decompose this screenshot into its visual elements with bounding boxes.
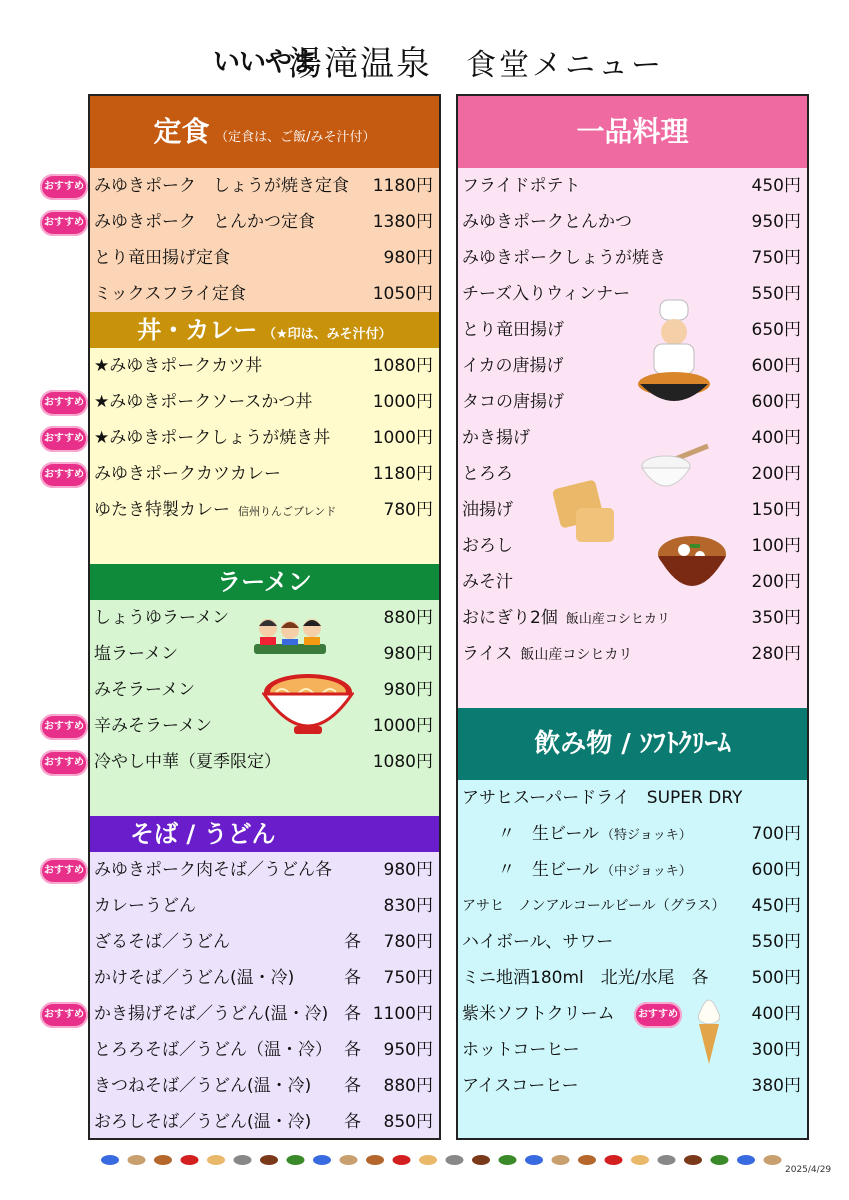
food-icon [525, 1155, 543, 1165]
item-name [462, 636, 632, 673]
item-name [462, 600, 670, 638]
item-name: アサヒスーパードライ SUPER DRY [462, 788, 743, 808]
item-price: 600円 [751, 356, 801, 376]
menu-row [458, 492, 807, 528]
item-price: 100円 [751, 536, 801, 556]
item-name: アサヒ ノンアルコールビール（グラス） [462, 898, 726, 914]
menu-row [90, 996, 439, 1032]
item-name: おろしそば／うどん(温・冷) [94, 1112, 312, 1132]
section-don-header [90, 312, 439, 348]
recommended-badge: おすすめ [40, 390, 88, 416]
chef-illustration [636, 298, 716, 410]
section-drinks [458, 708, 807, 1140]
food-icon [101, 1155, 119, 1165]
food-icon [658, 1155, 676, 1165]
item-price: 500円 [751, 968, 801, 988]
food-icon [313, 1155, 331, 1165]
item-name: とろろ [462, 464, 513, 484]
item-name [498, 852, 692, 890]
aburaage-illustration [550, 480, 620, 550]
menu-row [458, 456, 807, 492]
item-each: 各 [344, 1040, 361, 1060]
recommended-badge: おすすめ [40, 1002, 88, 1028]
item-name: かき揚げそば／うどん(温・冷) [94, 1004, 329, 1024]
item-name: ミックスフライ定食 [94, 284, 246, 304]
miso-soup-illustration [656, 532, 728, 602]
menu-row [90, 456, 439, 492]
item-note: 信州りんごブレンド [238, 505, 337, 518]
menu-row [90, 1068, 439, 1104]
recommended-badge: おすすめ [40, 858, 88, 884]
item-name: 油揚げ [462, 500, 513, 520]
item-name: ★みゆきポークカツ丼 [94, 356, 263, 376]
item-price: 830円 [383, 896, 433, 916]
food-icon [419, 1155, 437, 1165]
brand-name: 湯滝温泉 [288, 44, 432, 84]
item-price: 200円 [751, 464, 801, 484]
item-price: 380円 [751, 1076, 801, 1096]
item-price: 980円 [383, 860, 433, 880]
section-ramen-header [90, 564, 439, 600]
item-name: みそ汁 [462, 572, 513, 592]
item-name: みゆきポークとんかつ [462, 212, 632, 232]
menu-row [458, 312, 807, 348]
menu-row [90, 888, 439, 924]
menu-row [458, 1032, 807, 1068]
item-price: 350円 [751, 608, 801, 628]
menu-row [458, 888, 807, 924]
menu-row [458, 564, 807, 600]
item-name: とろろそば／うどん（温・冷） [94, 1040, 332, 1060]
item-each: 各 [344, 968, 361, 988]
menu-row [90, 1032, 439, 1068]
issue-date: 2025/4/29 [785, 1165, 832, 1175]
item-name [498, 816, 692, 854]
item-price: 1180円 [372, 464, 433, 484]
item-name: ホットコーヒー [462, 1040, 580, 1060]
item-price: 200円 [751, 572, 801, 592]
item-price: 1000円 [372, 392, 433, 412]
food-icon [631, 1155, 649, 1165]
food-icon [234, 1155, 252, 1165]
item-price: 550円 [751, 932, 801, 952]
food-icon [393, 1155, 411, 1165]
item-price: 600円 [751, 860, 801, 880]
menu-row [458, 420, 807, 456]
item-name: 冷やし中華（夏季限定） [94, 752, 281, 772]
recommended-badge: おすすめ [40, 714, 88, 740]
item-name: ★みゆきポークソースかつ丼 [94, 392, 313, 412]
item-price: 750円 [751, 248, 801, 268]
item-name: カレーうどん [94, 896, 196, 916]
ramen-bowl-illustration [262, 668, 354, 740]
item-price: 700円 [751, 824, 801, 844]
food-icon [684, 1155, 702, 1165]
food-icon [366, 1155, 384, 1165]
item-price: 850円 [383, 1112, 433, 1132]
section-teishoku-note: （定食は、ご飯/みそ汁付） [215, 130, 376, 145]
item-price: 780円 [383, 500, 433, 520]
item-each: 各 [344, 1076, 361, 1096]
item-name: きつねそば／うどん(温・冷) [94, 1076, 312, 1096]
item-name: かき揚げ [462, 428, 530, 448]
item-price: 600円 [751, 392, 801, 412]
item-price: 950円 [383, 1040, 433, 1060]
item-price: 1080円 [372, 356, 433, 376]
food-icon [472, 1155, 490, 1165]
food-icon [605, 1155, 623, 1165]
menu-row [90, 1104, 439, 1140]
menu-row [90, 924, 439, 960]
item-note: 飯山産コシヒカリ [565, 612, 670, 627]
recommended-badge: おすすめ [40, 750, 88, 776]
item-name: みゆきポークカツカレー [94, 464, 281, 484]
food-icon [128, 1155, 146, 1165]
menu-row [90, 384, 439, 420]
recommended-badge: おすすめ [634, 1002, 682, 1028]
item-note: （特ジョッキ） [600, 828, 692, 843]
section-ramen-title: ラーメン [217, 568, 312, 596]
menu-row [90, 420, 439, 456]
item-price: 1080円 [372, 752, 433, 772]
item-name: アイスコーヒー [462, 1076, 579, 1096]
menu-row [458, 276, 807, 312]
item-price: 450円 [751, 896, 801, 916]
item-price: 450円 [751, 176, 801, 196]
item-price: 880円 [383, 1076, 433, 1096]
item-name: ざるそば／うどん [94, 932, 230, 952]
menu-row [458, 816, 807, 852]
item-price: 980円 [383, 248, 433, 268]
section-drinks-title: 飲み物 / ｿﾌﾄｸﾘｰﾑ [534, 729, 731, 759]
food-icon [499, 1155, 517, 1165]
item-name: おろし [462, 536, 513, 556]
item-price: 400円 [751, 1004, 801, 1024]
item-name: 塩ラーメン [94, 644, 179, 664]
item-name: 紫米ソフトクリーム [462, 1004, 615, 1024]
item-name-text: ゆたき特製カレー [94, 500, 230, 520]
section-ramen [90, 564, 439, 816]
item-name: フライドポテト [462, 176, 581, 196]
food-icon [446, 1155, 464, 1165]
menu-row [458, 852, 807, 888]
section-don-curry [90, 312, 439, 564]
item-price: 1000円 [372, 428, 433, 448]
recommended-badge: おすすめ [40, 462, 88, 488]
recommended-badge: おすすめ [40, 426, 88, 452]
menu-row [90, 960, 439, 996]
item-note: 飯山産コシヒカリ [520, 647, 633, 663]
item-name: みゆきポーク とんかつ定食 [94, 212, 315, 232]
item-name-text: 〃 生ビール [498, 860, 599, 880]
item-each: 各 [344, 932, 361, 952]
item-price: 1050円 [372, 284, 433, 304]
menu-row [458, 204, 807, 240]
item-name: ★みゆきポークしょうが焼き丼 [94, 428, 331, 448]
section-teishoku [90, 96, 439, 312]
item-price: 650円 [751, 320, 801, 340]
item-name: みそラーメン [94, 680, 196, 700]
food-icon [578, 1155, 596, 1165]
item-price: 1180円 [372, 176, 433, 196]
item-name: とり竜田揚げ [462, 320, 564, 340]
section-don-note: （★印は、みそ汁付） [262, 327, 392, 342]
menu-row [90, 276, 439, 312]
item-name: イカの唐揚げ [462, 356, 564, 376]
item-name-text: 〃 生ビール [498, 824, 599, 844]
food-icon [207, 1155, 225, 1165]
food-icon [154, 1155, 172, 1165]
logo-text: いいやま [213, 47, 317, 78]
section-don-title: 丼・カレー [137, 316, 258, 344]
menu-row [458, 636, 807, 672]
section-soba-header [90, 816, 439, 852]
page-header [0, 34, 849, 86]
item-name: みゆきポーク肉そば／うどん各 [94, 860, 332, 880]
section-soba-udon [90, 816, 439, 1140]
section-ippin-header [458, 96, 807, 168]
food-icon [552, 1155, 570, 1165]
item-price: 1100円 [372, 1004, 433, 1024]
menu-row [458, 168, 807, 204]
tororo-bowl-illustration [638, 442, 712, 498]
item-price: 880円 [383, 608, 433, 628]
item-name: タコの唐揚げ [462, 392, 564, 412]
recommended-badge: おすすめ [40, 210, 88, 236]
menu-row [458, 960, 807, 996]
item-each: 各 [344, 1004, 361, 1024]
food-icon [711, 1155, 729, 1165]
food-icon [340, 1155, 358, 1165]
section-soba-title: そば / うどん [130, 820, 276, 848]
item-name: とり竜田揚げ定食 [94, 248, 230, 268]
item-name: チーズ入りウィンナー [462, 284, 631, 304]
section-teishoku-title: 定食 [153, 115, 210, 148]
menu-row [458, 528, 807, 564]
item-price: 300円 [751, 1040, 801, 1060]
menu-row [90, 744, 439, 780]
menu-row [458, 1068, 807, 1104]
item-price: 980円 [383, 644, 433, 664]
item-price: 1000円 [372, 716, 433, 736]
diners-illustration [250, 614, 330, 656]
soft-cream-illustration [694, 992, 724, 1066]
menu-row [90, 348, 439, 384]
item-name: みゆきポークしょうが焼き [462, 248, 666, 268]
food-icon [260, 1155, 278, 1165]
section-ippin [458, 96, 807, 708]
menu-row [458, 348, 807, 384]
section-drinks-header [458, 708, 807, 780]
item-price: 980円 [383, 680, 433, 700]
item-name: しょうゆラーメン [94, 608, 230, 628]
food-icon [764, 1155, 782, 1165]
item-price: 550円 [751, 284, 801, 304]
item-price: 950円 [751, 212, 801, 232]
item-name: かけそば／うどん(温・冷) [94, 968, 295, 988]
food-icon [737, 1155, 755, 1165]
item-name: ハイボール、サワー [462, 932, 614, 952]
item-name-text: ライス [462, 644, 513, 664]
menu-row [458, 384, 807, 420]
page-title: 食堂メニュー [466, 48, 664, 83]
right-column [456, 94, 809, 1140]
menu-row [90, 492, 439, 528]
menu-row [458, 924, 807, 960]
menu-row [458, 600, 807, 636]
item-name-text: おにぎり2個 [462, 608, 558, 628]
item-price: 750円 [383, 968, 433, 988]
food-icon [287, 1155, 305, 1165]
menu-row [458, 996, 807, 1032]
item-name: みゆきポーク しょうが焼き定食 [94, 176, 349, 196]
left-column [88, 94, 441, 1140]
item-price: 280円 [751, 644, 801, 664]
food-icons-strip [96, 1148, 786, 1170]
menu-row [90, 852, 439, 888]
item-name [94, 492, 336, 530]
item-price: 780円 [383, 932, 433, 952]
menu-row [90, 168, 439, 204]
item-each: 各 [344, 1112, 361, 1132]
food-icon [181, 1155, 199, 1165]
section-teishoku-header [90, 96, 439, 168]
item-price: 150円 [751, 500, 801, 520]
item-name: ミニ地酒180ml 北光/水尾 各 [462, 968, 709, 988]
recommended-badge: おすすめ [40, 174, 88, 200]
item-name: 辛みそラーメン [94, 716, 213, 736]
menu-row [90, 204, 439, 240]
section-ippin-title: 一品料理 [576, 115, 689, 148]
menu-row [458, 780, 807, 816]
item-price: 400円 [751, 428, 801, 448]
item-price: 1380円 [372, 212, 433, 232]
item-note: （中ジョッキ） [600, 864, 692, 879]
menu-row [458, 240, 807, 276]
menu-row [90, 240, 439, 276]
